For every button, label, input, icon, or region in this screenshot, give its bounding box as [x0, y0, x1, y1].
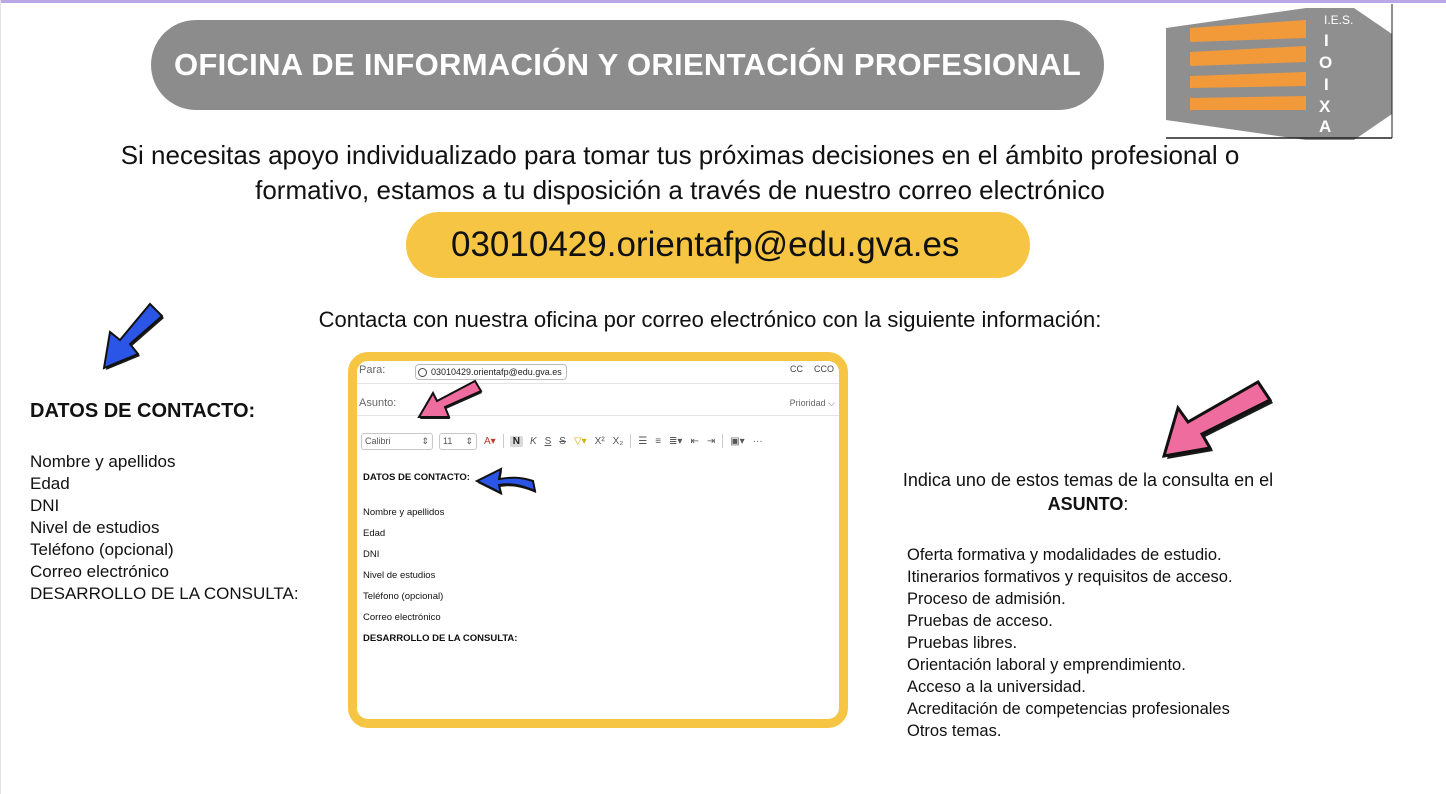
more-options-button[interactable]: ···	[752, 435, 763, 447]
list-item: DNI	[30, 496, 60, 515]
logo-letter-5: A	[1319, 117, 1332, 136]
logo-letter-2: O	[1319, 53, 1333, 72]
list-item: Correo electrónico	[30, 562, 169, 581]
logo-letter-4: X	[1319, 97, 1331, 116]
logo-letter-3: I	[1324, 75, 1329, 94]
list-item: Acceso a la universidad.	[907, 678, 1086, 696]
underline-button[interactable]: S	[544, 435, 552, 447]
list-item: Otros temas.	[907, 722, 1002, 740]
body-line: Edad	[363, 528, 386, 539]
subject-instruction	[868, 468, 1308, 516]
email-banner	[406, 212, 1030, 278]
title-banner	[151, 20, 1104, 110]
bullet-list-icon[interactable]: ☰	[638, 435, 648, 447]
list-item: Pruebas de acceso.	[907, 612, 1053, 630]
toolbar-divider	[630, 434, 631, 448]
outdent-icon[interactable]: ⇤	[690, 435, 699, 447]
subscript-button[interactable]: X₂	[612, 435, 624, 447]
stepper-icon: ⇕	[421, 435, 429, 446]
pink-arrow-icon	[415, 377, 483, 423]
list-item: Nombre y apellidos	[30, 452, 176, 471]
contact-data-list	[30, 451, 299, 605]
body-heading: DATOS DE CONTACTO:	[363, 472, 470, 483]
contact-instruction: Contacta con nuestra oficina por correo electrónico con la siguiente información:	[318, 307, 1102, 332]
font-family-value: Calibri	[365, 436, 391, 446]
logo-text-ies: I.E.S.	[1324, 13, 1354, 27]
page-title: OFICINA DE INFORMACIÓN Y ORIENTACIÓN PROFESIONAL	[173, 47, 1082, 82]
subject-label[interactable]: Asunto:	[359, 397, 397, 409]
format-toolbar	[361, 431, 841, 451]
font-size-value: 11	[443, 436, 453, 446]
email-address[interactable]: 03010429.orientafp@edu.gva.es	[451, 225, 960, 264]
list-item: Oferta formativa y modalidades de estudio.	[907, 546, 1222, 564]
font-family-select[interactable]	[361, 433, 433, 450]
recipient-address: 03010429.orientafp@edu.gva.es	[431, 367, 562, 377]
list-item: DESARROLLO DE LA CONSULTA:	[30, 584, 299, 603]
stepper-icon: ⇕	[465, 435, 473, 446]
intro-line-1: Si necesitas apoyo individualizado para tomar tus próximas decisiones en el ámbito profesional o	[120, 140, 1240, 170]
list-item: Itinerarios formativos y requisitos de acceso.	[907, 568, 1233, 586]
list-item: Teléfono (opcional)	[30, 540, 174, 559]
italic-button[interactable]: K	[529, 435, 537, 447]
intro-line-2: formativo, estamos a tu disposición a través de nuestro correo electrónico	[255, 175, 1105, 205]
numbered-list-icon[interactable]: ≡	[655, 435, 662, 447]
school-logo	[1164, 4, 1394, 140]
align-icon[interactable]: ≣▾	[669, 435, 683, 447]
body-line: Nivel de estudios	[363, 570, 436, 581]
blue-arrow-icon	[475, 461, 539, 497]
text-color-icon[interactable]: A▾	[484, 435, 496, 447]
list-item: Nivel de estudios	[30, 518, 160, 537]
priority-dropdown[interactable]	[790, 398, 835, 409]
body-line: Teléfono (opcional)	[363, 591, 444, 602]
pink-arrow-icon	[1158, 378, 1274, 462]
list-item: Proceso de admisión.	[907, 590, 1066, 608]
strikethrough-button[interactable]: S	[559, 435, 566, 447]
body-line: Nombre y apellidos	[363, 507, 445, 518]
list-item: Orientación laboral y emprendimiento.	[907, 656, 1186, 674]
list-item: Edad	[30, 474, 70, 493]
subject-highlight: ASUNTO	[1047, 494, 1124, 514]
insert-image-icon[interactable]: ▣▾	[730, 435, 745, 447]
contact-data-title: DATOS DE CONTACTO:	[30, 400, 256, 422]
to-label: Para:	[359, 364, 386, 376]
intro-text	[20, 138, 1340, 208]
top-accent-line	[0, 0, 1446, 3]
priority-label: Prioridad	[789, 398, 826, 408]
body-footer: DESARROLLO DE LA CONSULTA:	[363, 633, 518, 644]
mail-compose-example	[348, 352, 848, 728]
body-line: DNI	[363, 549, 380, 560]
toolbar-divider	[503, 434, 504, 448]
bold-button[interactable]: N	[510, 436, 523, 447]
logo-letter-1: I	[1324, 31, 1329, 50]
subject-colon: :	[1123, 494, 1129, 514]
list-item: Pruebas libres.	[907, 634, 1018, 652]
list-item: Acreditación de competencias profesionales	[907, 700, 1230, 718]
left-border-line	[0, 0, 1, 794]
cc-button[interactable]: CC	[790, 364, 803, 374]
blue-arrow-icon	[98, 300, 168, 372]
subject-instruction-text: Indica uno de estos temas de la consulta en el	[902, 470, 1274, 490]
highlight-icon[interactable]: ▽▾	[573, 435, 587, 447]
indent-icon[interactable]: ⇥	[706, 435, 716, 447]
cco-button[interactable]: CCO	[814, 364, 834, 374]
toolbar-divider	[722, 434, 723, 448]
topics-list	[907, 544, 1233, 742]
font-size-select[interactable]	[439, 433, 477, 450]
superscript-button[interactable]: X²	[594, 435, 605, 447]
body-line: Correo electrónico	[363, 612, 441, 623]
recipient-circle-icon	[418, 368, 427, 377]
chevron-down-icon: ⌵	[828, 398, 835, 408]
